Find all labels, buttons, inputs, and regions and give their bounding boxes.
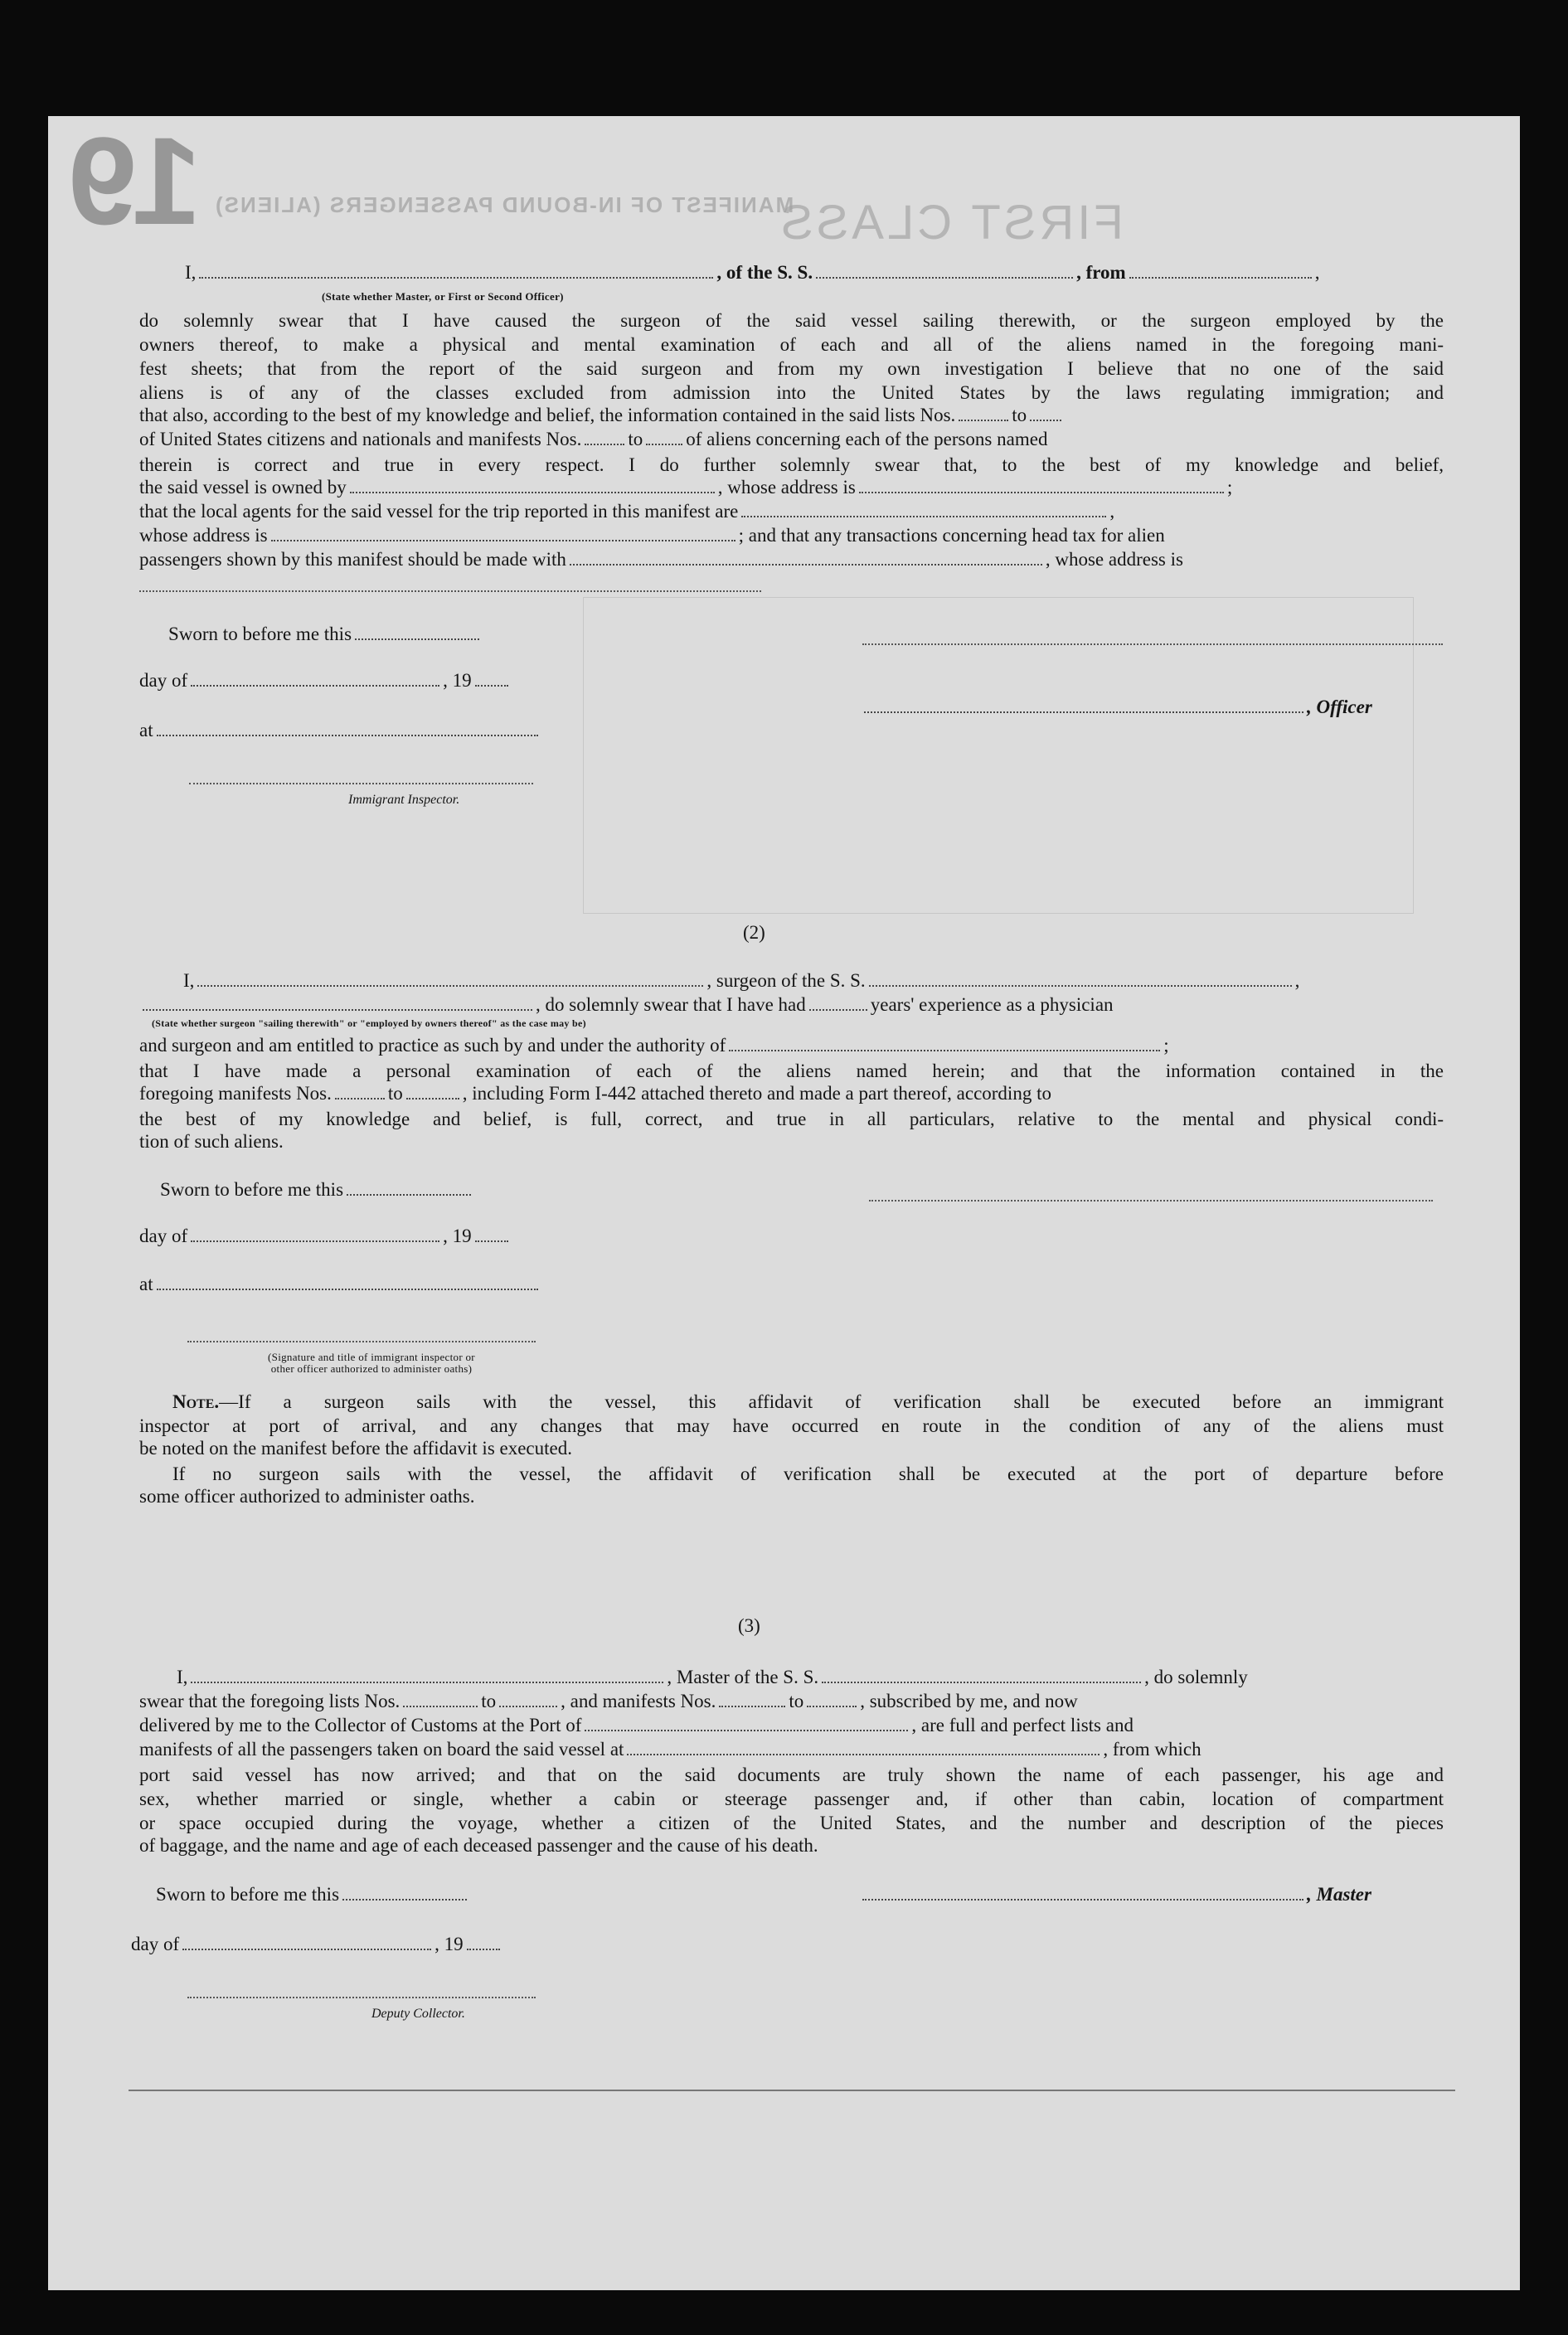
day-of-line: day of , 19 <box>139 1226 512 1247</box>
s3-para-line: of baggage, and the name and age of each deceased passenger and the cause of his death. <box>139 1835 818 1856</box>
s1-para-line: passengers shown by this manifest should be made with , whose address is <box>139 549 1183 570</box>
collector-signature-line <box>187 1997 536 1998</box>
s1-para-line: that also, according to the best of my knowledge and belief, the information contained in the said lists Nos. to <box>139 405 1444 426</box>
note-paragraph-line: be noted on the manifest before the affidavit is executed. <box>139 1438 572 1459</box>
inspector-signature-line <box>189 783 533 784</box>
sworn-line: Sworn to before me this <box>160 1179 474 1201</box>
s2-para-line: foregoing manifests Nos. to , including Form I-442 attached thereto and made a part thereof, according to <box>139 1083 1051 1104</box>
s1-para-line: owners thereof, to make a physical and mental examination of each and all of the aliens named in the foregoing mani- <box>139 334 1444 355</box>
s2-line1: I, , surgeon of the S. S. , <box>183 970 1300 991</box>
note-paragraph-line: inspector at port of arrival, and any changes that may have occurred en route in the condition of any of the aliens must <box>139 1415 1444 1436</box>
inspector-signature-line <box>187 1341 536 1342</box>
officer-line: , Officer <box>861 697 1372 718</box>
bottom-rule <box>129 2090 1455 2091</box>
s1-para-line: aliens is of any of the classes excluded from admission into the United States by the laws regulating immigration; and <box>139 382 1444 403</box>
day-of-line: day of , 19 <box>131 1934 503 1955</box>
s3-line3: delivered by me to the Collector of Customs at the Port of , are full and perfect lists and <box>139 1715 1134 1735</box>
master-line: , Master <box>859 1884 1371 1905</box>
signature-line <box>862 643 1443 645</box>
inspector-label: Immigrant Inspector. <box>348 793 460 807</box>
note-master: (State whether Master, or First or Second Officer) <box>322 290 564 303</box>
day-of-line: day of , 19 <box>139 670 512 692</box>
s1-para-line: therein is correct and true in every respect. I do further solemnly swear that, to the best of my knowledge and belief, <box>139 454 1444 475</box>
s2-line2: , do solemnly swear that I have had years' experience as a physician <box>139 994 1114 1016</box>
s3-line1: I, , Master of the S. S. , do solemnly <box>177 1667 1248 1687</box>
page-number-stamp: 19 <box>73 116 201 250</box>
note-paragraph-line: Note.—If a surgeon sails with the vessel, this affidavit of verification shall be executed before an immigrant <box>172 1391 1444 1412</box>
s3-line2: swear that the foregoing lists Nos. to , and manifests Nos. to , subscribed by me, and now <box>139 1691 1078 1711</box>
s3-para-line: or space occupied during the voyage, whether a citizen of the United States, and the number and description of the pieces <box>139 1813 1444 1833</box>
s3-heading: (3) <box>738 1615 760 1636</box>
address-blank-line <box>139 590 761 592</box>
class-stamp: FIRST CLASS <box>778 196 1124 250</box>
s1-para-line: fest sheets; that from the report of the said surgeon and from my own investigation I believe that no one of the said <box>139 358 1444 379</box>
note-paragraph-line: some officer authorized to administer oaths. <box>139 1486 475 1507</box>
signature-line <box>869 1200 1433 1201</box>
at-line: at <box>139 720 541 741</box>
s1-para-line: of United States citizens and nationals and manifests Nos. to of aliens concerning each of the persons named <box>139 429 1048 449</box>
s1-para-line: do solemnly swear that I have caused the surgeon of the said vessel sailing therewith, or the surgeon employed by the <box>139 310 1444 331</box>
s3-para-line: port said vessel has now arrived; and that on the said documents are truly shown the name of each passenger, his age and <box>139 1765 1444 1785</box>
s2-heading: (2) <box>743 922 765 943</box>
s2-para-line: the best of my knowledge and belief, is full, correct, and true in all particulars, relative to the mental and physical condi- <box>139 1109 1444 1129</box>
sig-note: (Signature and title of immigrant inspector or other officer authorized to administer oaths) <box>268 1351 475 1375</box>
at-line: at <box>139 1274 541 1295</box>
deputy-label: Deputy Collector. <box>371 2007 465 2021</box>
sworn-line: Sworn to before me this <box>156 1884 470 1905</box>
s2-para-line: that I have made a personal examination of each of the aliens named herein; and that the information contained in the <box>139 1061 1444 1081</box>
s2-para-line: tion of such aliens. <box>139 1131 284 1152</box>
s1-para-line: that the local agents for the said vessel for the trip reported in this manifest are , <box>139 501 1115 522</box>
s1-para-line: the said vessel is owned by , whose address is ; <box>139 477 1233 498</box>
s2-para-line: and surgeon and am entitled to practice as such by and under the authority of ; <box>139 1035 1169 1056</box>
reversed-header: MANIFEST OF IN-BOUND PASSENGERS (ALIENS) <box>214 192 794 217</box>
note-paragraph-line: If no surgeon sails with the vessel, the affidavit of verification shall be executed at the port of departure before <box>172 1464 1444 1484</box>
s3-line4: manifests of all the passengers taken on board the said vessel at , from which <box>139 1739 1201 1760</box>
s1-line1: I, , of the S. S. , from , <box>185 262 1320 283</box>
sworn-line: Sworn to before me this <box>168 624 483 645</box>
s1-para-line: whose address is ; and that any transactions concerning head tax for alien <box>139 525 1165 546</box>
s3-para-line: sex, whether married or single, whether a cabin or steerage passenger and, if other than cabin, location of compartment <box>139 1789 1444 1809</box>
document-page <box>48 116 1520 2290</box>
note-surgeon: (State whether surgeon "sailing therewith" or "employed by owners thereof" as the case may be) <box>152 1017 586 1029</box>
